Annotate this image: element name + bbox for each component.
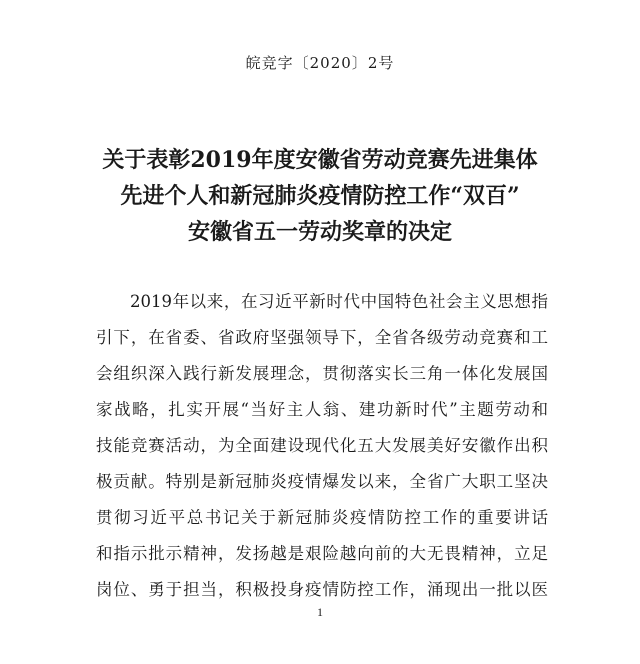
document-number: 皖竞字〔2020〕2号 xyxy=(245,54,395,72)
body-line: 2019年以来，在习近平新时代中国特色社会主义思想指 xyxy=(130,292,548,311)
body-line: 家战略，扎实开展“当好主人翁、建功新时代”主题劳动和 xyxy=(96,400,548,419)
body-line: 会组织深入践行新发展理念，贯彻落实长三角一体化发展国 xyxy=(96,364,548,383)
page-number: 1 xyxy=(317,605,323,619)
body-line: 贯彻习近平总书记关于新冠肺炎疫情防控工作的重要讲话 xyxy=(96,508,548,527)
title-line: 关于表彰2019年度安徽省劳动竞赛先进集体 xyxy=(102,147,538,173)
title-line: 安徽省五一劳动奖章的决定 xyxy=(187,219,452,245)
body-line: 极贡献。特别是新冠肺炎疫情爆发以来，全省广大职工坚决 xyxy=(96,472,548,491)
body-line: 和指示批示精神，发扬越是艰险越向前的大无畏精神，立足 xyxy=(96,544,548,563)
title-line: 先进个人和新冠肺炎疫情防控工作“双百” xyxy=(120,183,520,209)
document-title xyxy=(60,142,580,250)
body-line: 引下，在省委、省政府坚强领导下，全省各级劳动竞赛和工 xyxy=(96,328,548,347)
body-paragraph xyxy=(96,284,548,608)
body-line: 技能竞赛活动，为全面建设现代化五大发展美好安徽作出积 xyxy=(96,436,548,455)
body-line: 岗位、勇于担当，积极投身疫情防控工作，涌现出一批以医 xyxy=(96,580,548,599)
